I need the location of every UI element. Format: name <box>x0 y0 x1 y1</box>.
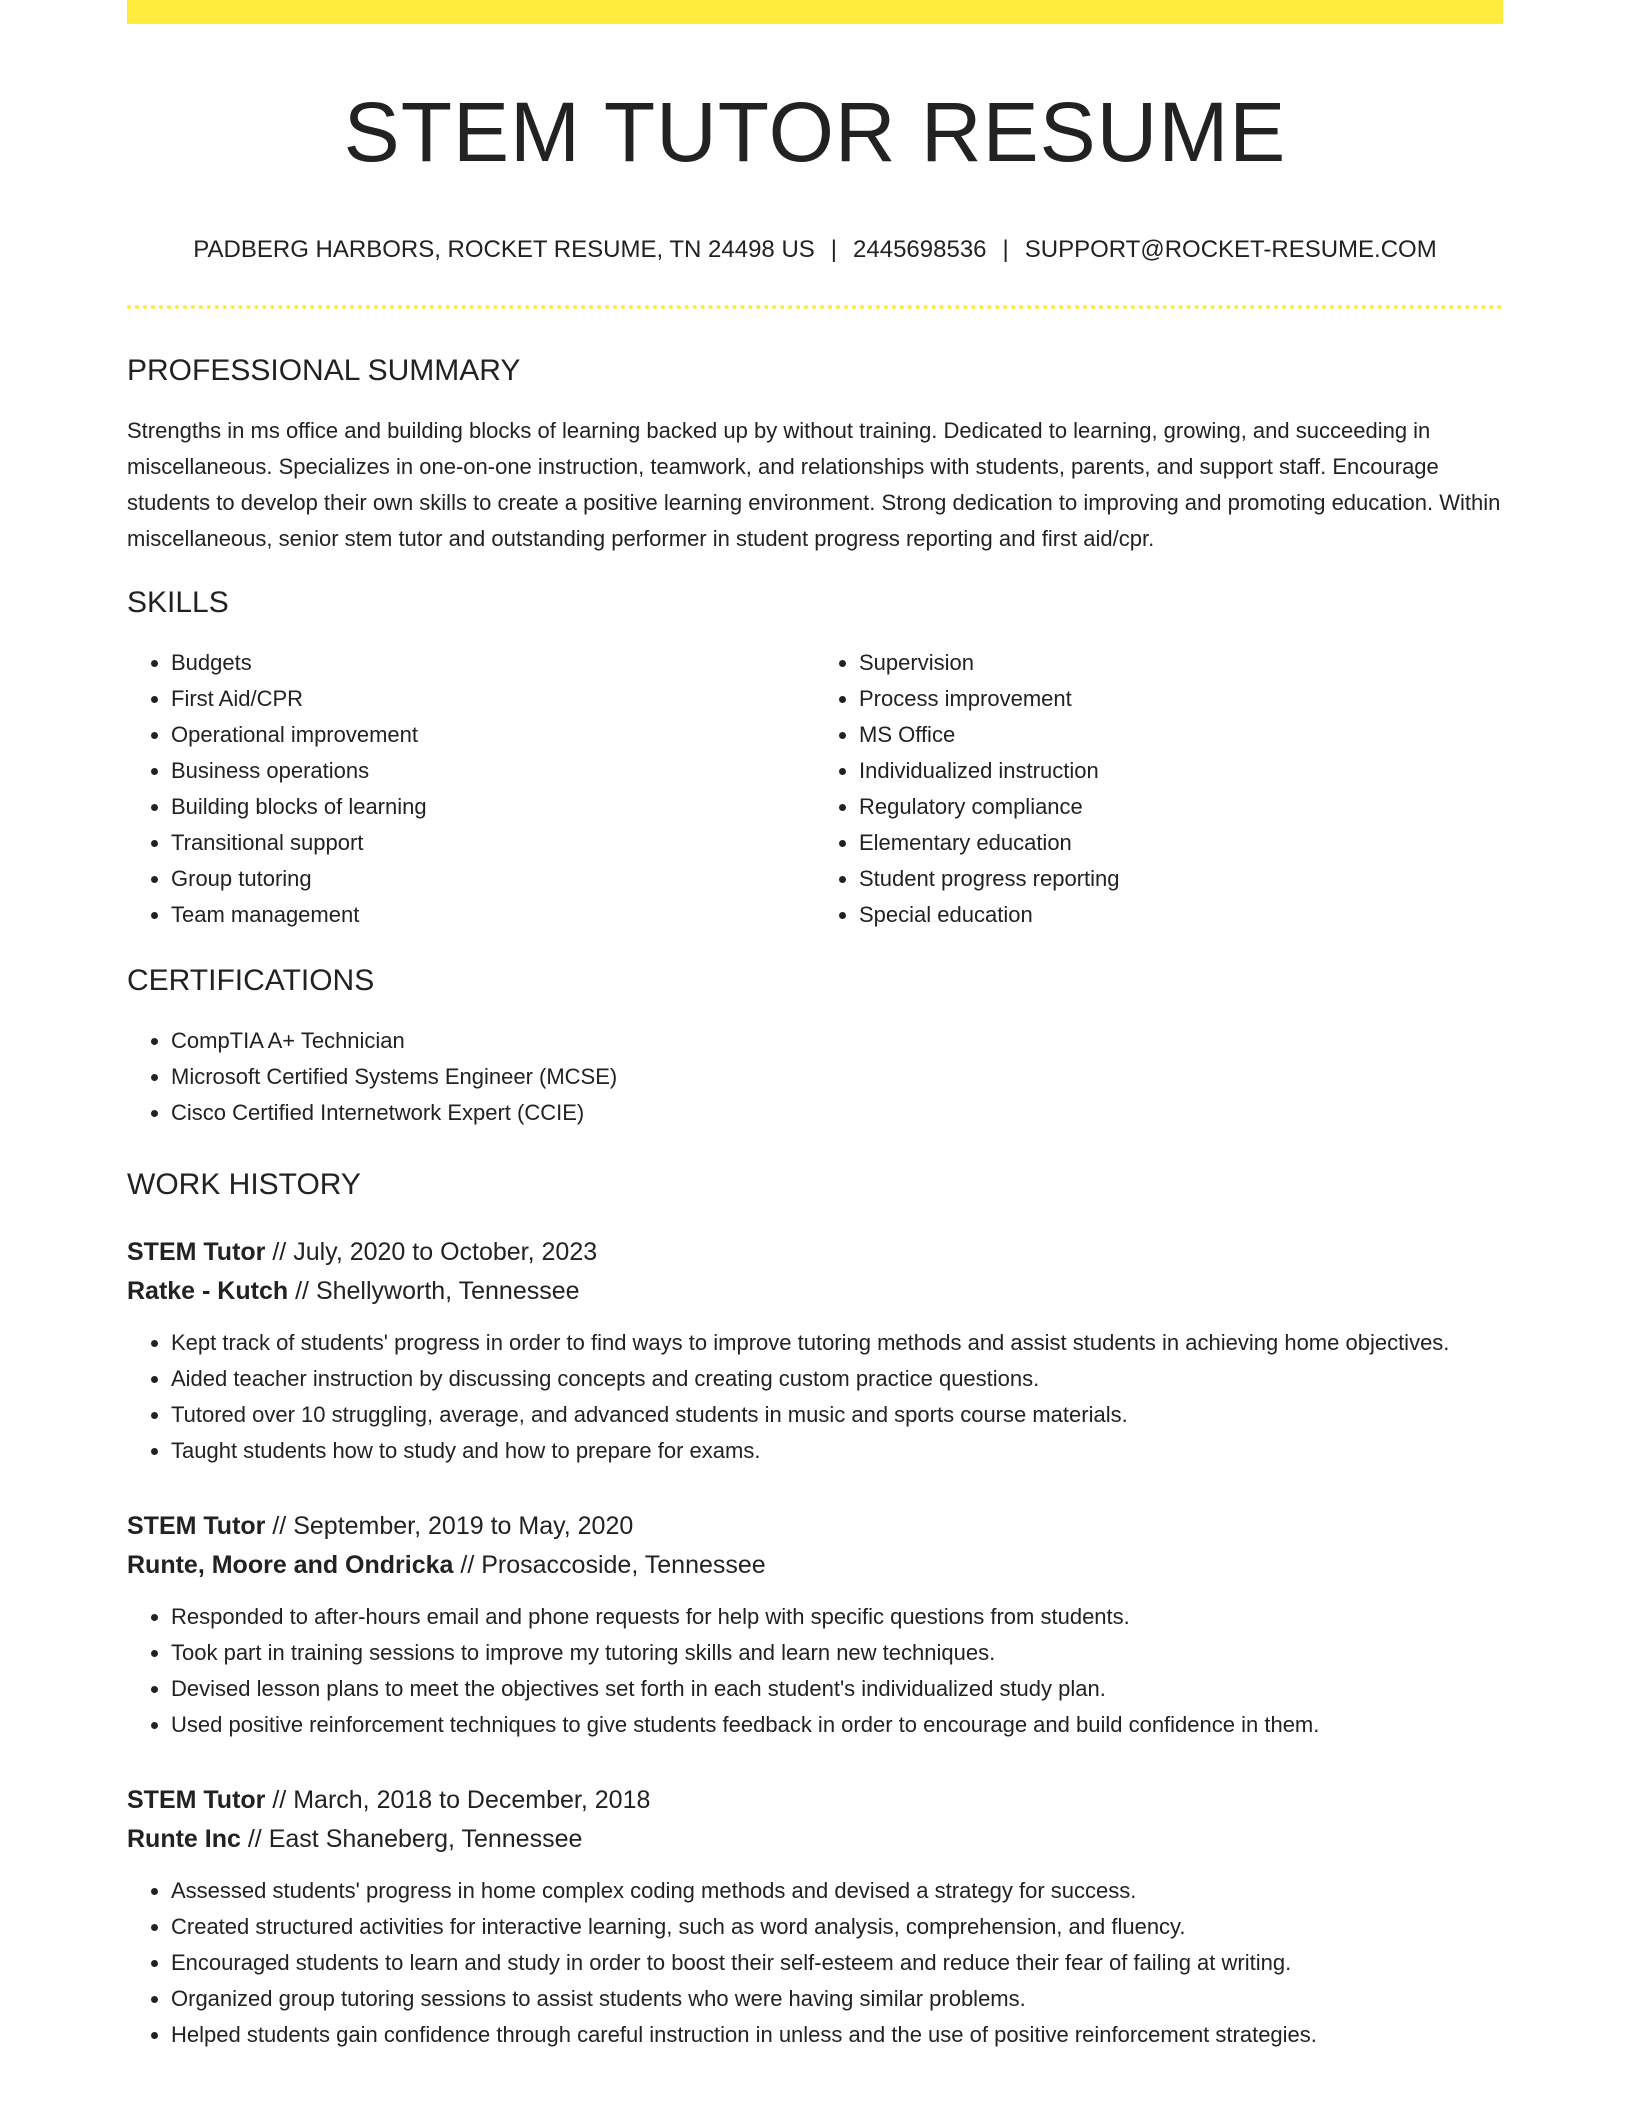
job-bullet: • Helped students gain confidence through careful instruction in unless and the use of positive reinforcement strategies. <box>171 2017 1503 2053</box>
skill-item: • MS Office <box>859 717 1503 753</box>
contact-line <box>127 236 1503 265</box>
certification-item: • CompTIA A+ Technician <box>171 1023 1503 1059</box>
skills-heading: SKILLS <box>127 586 229 620</box>
skills-grid <box>127 645 1503 933</box>
job-bullet: • Responded to after-hours email and phone requests for help with specific questions from students. <box>171 1599 1503 1635</box>
top-accent-bar <box>127 0 1503 24</box>
job-separator: // <box>295 1277 309 1306</box>
job-title: STEM Tutor <box>127 1512 266 1541</box>
job-bullet: • Took part in training sessions to improve my tutoring skills and learn new techniques. <box>171 1635 1503 1671</box>
job-bullet: • Used positive reinforcement techniques to give students feedback in order to encourage and build confidence in them. <box>171 1707 1503 1743</box>
job-bullets <box>127 1599 1503 1743</box>
job-location: East Shaneberg, Tennessee <box>268 1825 583 1854</box>
contact-separator: | <box>830 236 838 264</box>
skill-item: • Building blocks of learning <box>171 789 815 825</box>
job-company: Ratke - Kutch <box>127 1277 289 1306</box>
skill-item: • Elementary education <box>859 825 1503 861</box>
contact-separator: | <box>1002 236 1009 264</box>
job-dates: March, 2018 to December, 2018 <box>293 1786 651 1815</box>
skill-item: • Budgets <box>171 645 815 681</box>
job-bullets <box>127 1873 1503 2053</box>
skill-item: • Supervision <box>859 645 1503 681</box>
job-bullet: • Kept track of students' progress in order to find ways to improve tutoring methods and assist students in achieving home objectives. <box>171 1325 1503 1361</box>
skill-item: • Group tutoring <box>171 861 815 897</box>
job-title-line <box>127 1507 1503 1546</box>
job-company-line <box>127 1546 1503 1585</box>
job-entry <box>127 1507 1503 1743</box>
contact-email: SUPPORT@ROCKET-RESUME.COM <box>1024 236 1437 264</box>
contact-address: PADBERG HARBORS, ROCKET RESUME, TN 24498 US <box>193 236 815 264</box>
job-separator: // <box>247 1825 262 1854</box>
job-entry <box>127 1233 1503 1469</box>
job-bullets <box>127 1325 1503 1469</box>
summary-text: Strengths in ms office and building blocks of learning backed up by without training. Dedicated to learning, growing, and succeeding in miscellaneous. Specializes in one-on-one instruction, teamwork, and relationships with students, parents, and support staff. Encourage students to develop their own skills to create a positive learning environment. Strong dedication to improving and promoting education. Within miscellaneous, senior stem tutor and outstanding performer in student progress reporting and first aid/cpr. <box>127 418 1501 552</box>
skill-item: • Student progress reporting <box>859 861 1503 897</box>
job-separator: // <box>460 1551 475 1580</box>
resume-title: STEM TUTOR RESUME <box>343 85 1287 179</box>
certification-item: • Cisco Certified Internetwork Expert (CCIE) <box>171 1095 1503 1131</box>
job-title-line <box>127 1781 1503 1820</box>
summary-heading: PROFESSIONAL SUMMARY <box>127 354 521 388</box>
job-company: Runte, Moore and Ondricka <box>127 1551 454 1580</box>
skill-item: • Special education <box>859 897 1503 933</box>
job-bullet: • Encouraged students to learn and study in order to boost their self-esteem and reduce their fear of failing at writing. <box>171 1945 1503 1981</box>
work-history-heading: WORK HISTORY <box>127 1168 361 1202</box>
job-location: Shellyworth, Tennessee <box>315 1277 580 1306</box>
job-bullet: • Taught students how to study and how to prepare for exams. <box>171 1433 1503 1469</box>
certifications-list <box>127 1023 1503 1131</box>
job-location: Prosaccoside, Tennessee <box>481 1551 766 1580</box>
skill-item: • Process improvement <box>859 681 1503 717</box>
job-bullet: • Tutored over 10 struggling, average, and advanced students in music and sports course materials. <box>171 1397 1503 1433</box>
job-title-line <box>127 1233 1503 1272</box>
skill-item: • First Aid/CPR <box>171 681 815 717</box>
job-bullet: • Devised lesson plans to meet the objectives set forth in each student's individualized study plan. <box>171 1671 1503 1707</box>
contact-phone: 2445698536 <box>853 236 987 264</box>
skills-list-left <box>127 645 815 933</box>
skill-item: • Operational improvement <box>171 717 815 753</box>
job-entry <box>127 1781 1503 2053</box>
job-bullet: • Assessed students' progress in home complex coding methods and devised a strategy for success. <box>171 1873 1503 1909</box>
certification-item: • Microsoft Certified Systems Engineer (MCSE) <box>171 1059 1503 1095</box>
job-bullet: • Organized group tutoring sessions to assist students who were having similar problems. <box>171 1981 1503 2017</box>
job-title: STEM Tutor <box>127 1238 266 1267</box>
job-title: STEM Tutor <box>127 1786 266 1815</box>
skill-item: • Transitional support <box>171 825 815 861</box>
resume-page <box>127 0 1503 2053</box>
dotted-divider <box>127 305 1503 309</box>
job-dates: September, 2019 to May, 2020 <box>293 1512 634 1541</box>
job-separator: // <box>272 1786 287 1815</box>
job-bullet: • Created structured activities for interactive learning, such as word analysis, comprehension, and fluency. <box>171 1909 1503 1945</box>
skills-list-right <box>815 645 1503 933</box>
skill-item: • Business operations <box>171 753 815 789</box>
certifications-heading: CERTIFICATIONS <box>127 964 375 998</box>
skill-item: • Team management <box>171 897 815 933</box>
job-separator: // <box>272 1512 287 1541</box>
job-bullet: • Aided teacher instruction by discussing concepts and creating custom practice questions. <box>171 1361 1503 1397</box>
job-company-line <box>127 1820 1503 1859</box>
skill-item: • Individualized instruction <box>859 753 1503 789</box>
job-company-line <box>127 1272 1503 1311</box>
skill-item: • Regulatory compliance <box>859 789 1503 825</box>
job-separator: // <box>272 1238 287 1267</box>
job-company: Runte Inc <box>127 1825 241 1854</box>
job-dates: July, 2020 to October, 2023 <box>293 1238 598 1267</box>
